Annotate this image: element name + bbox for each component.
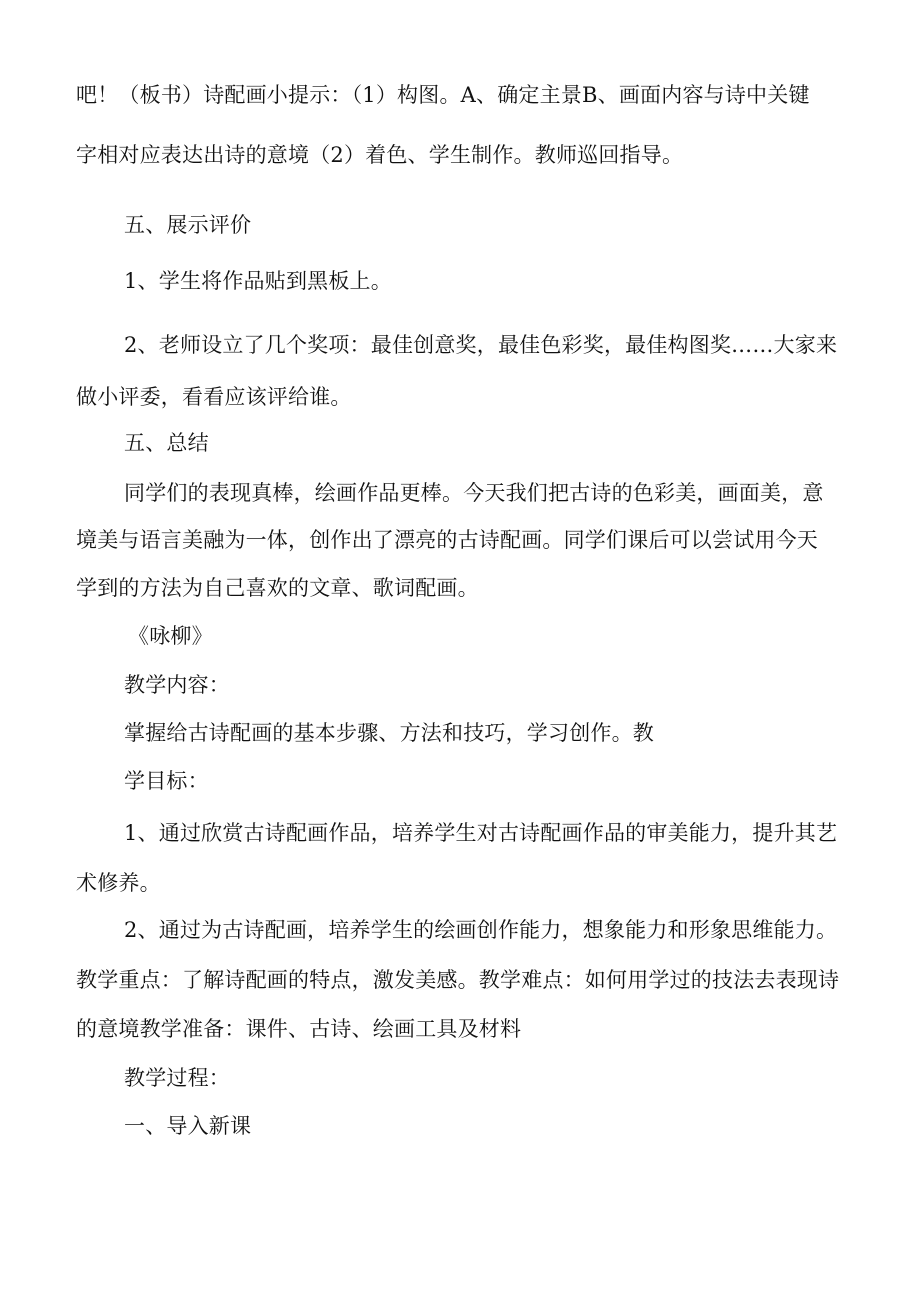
section-heading-summary: 五、总结 (124, 431, 209, 455)
section-heading-display-evaluation: 五、展示评价 (124, 213, 252, 237)
text-line-16: 术修养。 (76, 871, 161, 895)
text-line-1: 吧！（板书）诗配画小提示：（1）构图。A、确定主景B、画面内容与诗中关键 (76, 83, 810, 107)
text-line-6: 做小评委，看看应该评给谁。 (76, 385, 352, 409)
text-line-17: 2、通过为古诗配画，培养学生的绘画创作能力，想象能力和形象思维能力。 (124, 918, 838, 942)
text-line-8: 同学们的表现真棒，绘画作品更棒。今天我们把古诗的色彩美，画面美，意 (124, 481, 824, 505)
section-heading-introduction: 一、导入新课 (124, 1114, 252, 1138)
text-line-14: 学目标： (124, 769, 209, 793)
text-line-19: 的意境教学准备：课件、古诗、绘画工具及材料 (76, 1017, 522, 1041)
text-line-4: 1、学生将作品贴到黑板上。 (124, 269, 392, 293)
text-line-15: 1、通过欣赏古诗配画作品，培养学生对古诗配画作品的审美能力，提升其艺 (124, 821, 838, 845)
text-line-12: 教学内容： (124, 673, 230, 697)
text-line-20: 教学过程： (124, 1066, 230, 1090)
text-line-9: 境美与语言美融为一体，创作出了漂亮的古诗配画。同学们课后可以尝试用今天 (76, 528, 818, 552)
lesson-title: 《咏柳》 (128, 624, 213, 648)
text-line-18: 教学重点：了解诗配画的特点，激发美感。教学难点：如何用学过的技法去表现诗 (76, 968, 840, 992)
text-line-5: 2、老师设立了几个奖项：最佳创意奖，最佳色彩奖，最佳构图奖……大家来 (124, 333, 838, 357)
text-line-13: 掌握给古诗配画的基本步骤、方法和技巧，学习创作。教 (124, 721, 654, 745)
text-line-10: 学到的方法为自己喜欢的文章、歌词配画。 (76, 576, 479, 600)
text-line-2: 字相对应表达出诗的意境（2）着色、学生制作。教师巡回指导。 (76, 143, 684, 167)
